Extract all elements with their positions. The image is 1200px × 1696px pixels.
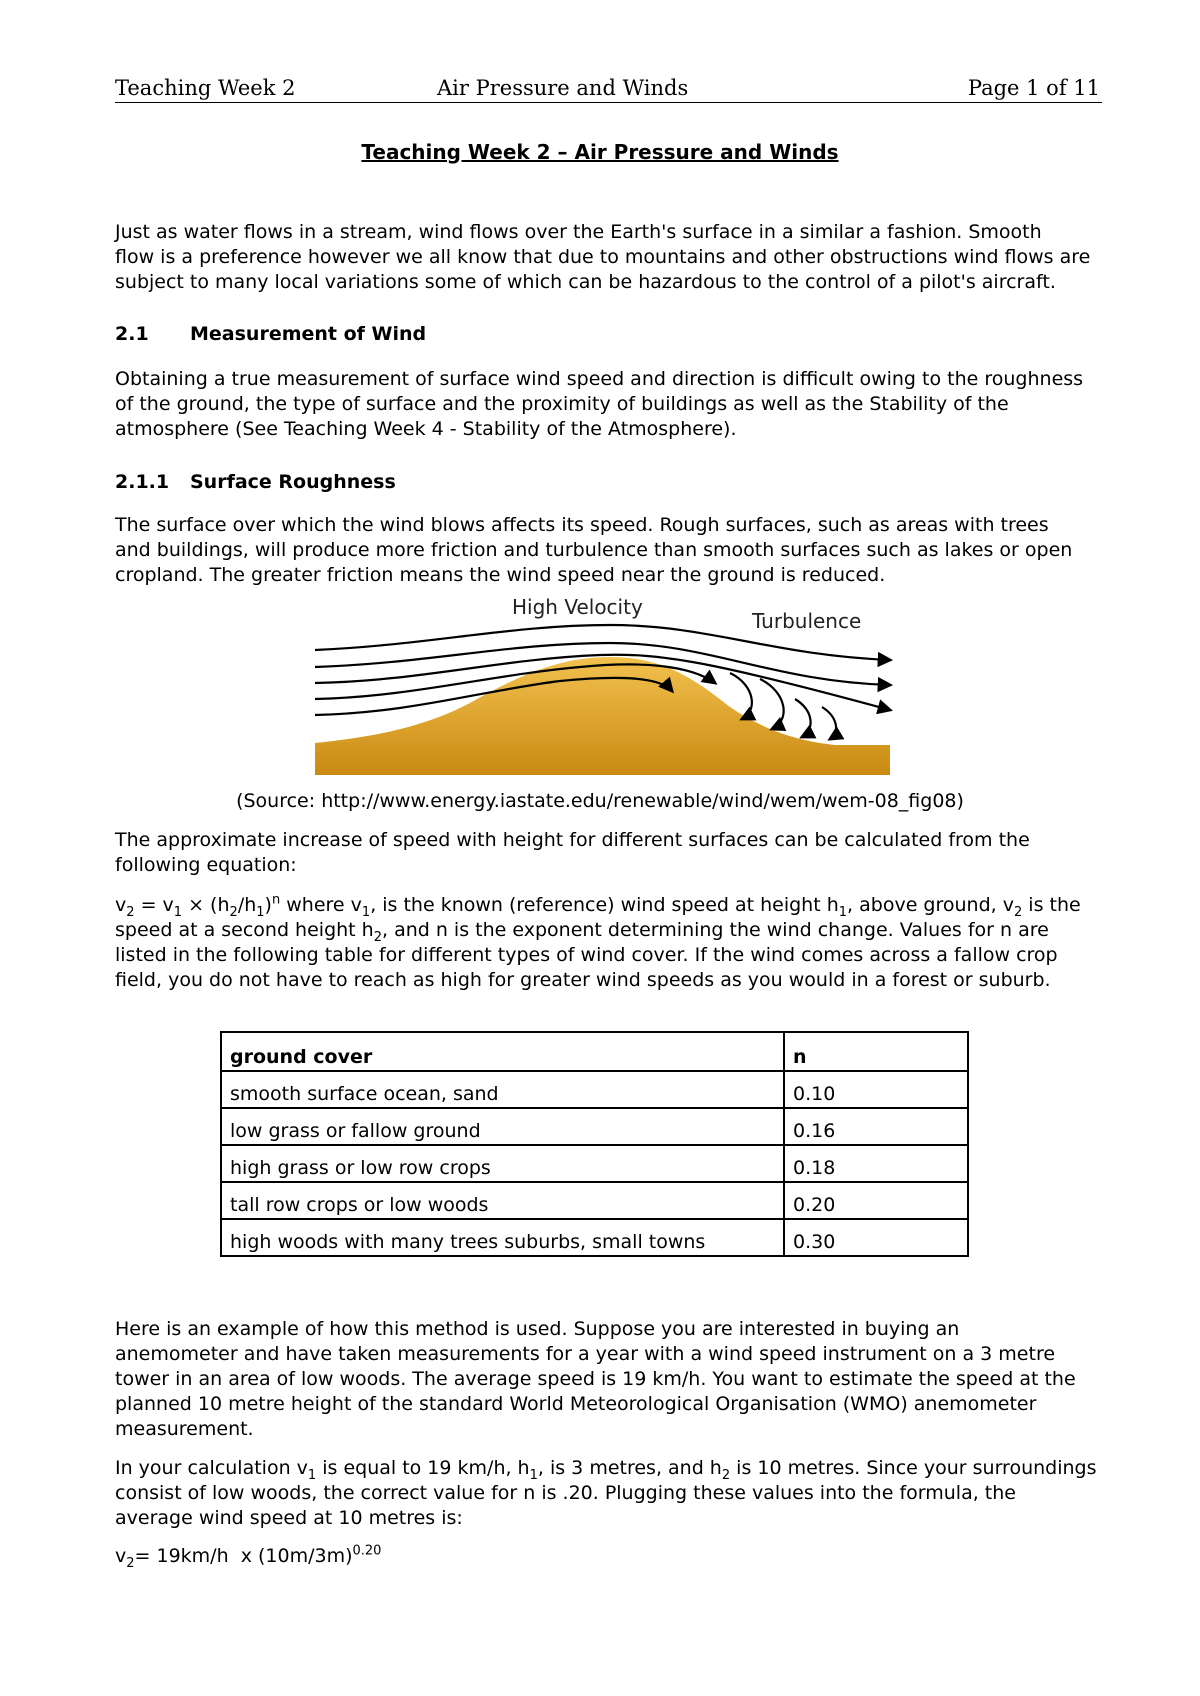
ground-cover-table xyxy=(220,1031,969,1257)
cell-n: 0.18 xyxy=(784,1145,968,1182)
text-line: planned 10 metre height of the standard World Meteorological Organisation (WMO) anemometer xyxy=(115,1393,1037,1415)
table-row xyxy=(221,1108,968,1145)
text-line: anemometer and have taken measurements for a year with a wind speed instrument on a 3 metre xyxy=(115,1343,1056,1365)
eddy-arrow xyxy=(760,679,784,729)
section-title: Measurement of Wind xyxy=(190,323,427,345)
cell-n: 0.10 xyxy=(784,1071,968,1108)
text-line: following equation: xyxy=(115,854,297,876)
header-page-number: Page 1 of 11 xyxy=(967,76,1100,100)
roughness-paragraph xyxy=(115,513,1105,588)
cell-n: 0.30 xyxy=(784,1219,968,1256)
text-line: measurement. xyxy=(115,1418,254,1440)
eddy-arrow xyxy=(795,699,811,737)
header-center: Air Pressure and Winds xyxy=(437,76,689,100)
text-line: of the ground, the type of surface and the proximity of buildings as well as the Stability of the xyxy=(115,393,1009,415)
column-header-n: n xyxy=(784,1032,968,1071)
figure-caption: (Source: http://www.energy.iastate.edu/renewable/wind/wem/wem-08_fig08) xyxy=(236,790,964,812)
text-line: Obtaining a true measurement of surface wind speed and direction is difficult owing to the roughness xyxy=(115,368,1084,390)
text-line: average wind speed at 10 metres is: xyxy=(115,1507,463,1529)
text-line: listed in the following table for different types of wind cover. If the wind comes across a fallow crop xyxy=(115,944,1058,966)
text-line: consist of low woods, the correct value for n is .20. Plugging these values into the formula, the xyxy=(115,1482,1016,1504)
text-line: Just as water flows in a stream, wind flows over the Earth's surface in a similar a fashion. Smooth xyxy=(115,221,1042,243)
text-line: atmosphere (See Teaching Week 4 - Stability of the Atmosphere). xyxy=(115,418,737,440)
text-line: cropland. The greater friction means the wind speed near the ground is reduced. xyxy=(115,564,886,586)
equation-paragraph xyxy=(115,893,1105,993)
cell-ground-cover: low grass or fallow ground xyxy=(221,1108,784,1145)
eddy-arrow xyxy=(822,707,836,739)
equation-intro xyxy=(115,828,1105,878)
wind-over-hill-figure xyxy=(310,595,900,775)
calculation-paragraph xyxy=(115,1456,1105,1531)
text-line: Here is an example of how this method is used. Suppose you are interested in buying an xyxy=(115,1318,960,1340)
section-number: 2.1 xyxy=(115,323,149,345)
text-line: speed at a second height $h_2$, and n is the exponent determining the wind change. Values for n are xyxy=(115,919,1049,945)
table-row xyxy=(221,1145,968,1182)
result-equation: $v_2= 19km/h$ x $(10m/3m)^{0.20}$ xyxy=(115,1543,382,1571)
text-line: The surface over which the wind blows affects its speed. Rough surfaces, such as areas with trees xyxy=(115,514,1049,536)
table-row xyxy=(221,1219,968,1256)
intro-paragraph xyxy=(115,220,1105,295)
section-number: 2.1.1 xyxy=(115,471,170,493)
text-line: tower in an area of low woods. The average speed is 19 km/h. You want to estimate the speed at the xyxy=(115,1368,1076,1390)
document-title: Teaching Week 2 – Air Pressure and Winds xyxy=(361,140,839,164)
label-turbulence: Turbulence xyxy=(752,609,862,633)
column-header-ground-cover: ground cover xyxy=(221,1032,784,1071)
cell-n: 0.20 xyxy=(784,1182,968,1219)
cell-ground-cover: smooth surface ocean, sand xyxy=(221,1071,784,1108)
text-line: and buildings, will produce more friction and turbulence than smooth surfaces such as lakes or open xyxy=(115,539,1073,561)
section-heading-2-1 xyxy=(115,322,1105,347)
table-row xyxy=(221,1071,968,1108)
text-line: In your calculation $v_1$ is equal to 19 km/h, $h_1$, is 3 metres, and $h_2$ is 10 metres. Since your surroundings xyxy=(115,1457,1097,1483)
header-left: Teaching Week 2 xyxy=(115,76,296,100)
cell-n: 0.16 xyxy=(784,1108,968,1145)
table-row xyxy=(221,1182,968,1219)
section-heading-2-1-1 xyxy=(115,470,1105,495)
page-header xyxy=(115,72,1102,103)
text-line: The approximate increase of speed with height for different surfaces can be calculated from the xyxy=(115,829,1030,851)
section-title: Surface Roughness xyxy=(190,471,396,493)
equation-line: $v_2 = v_1 \times (h_2/h_1)^n$ where $v_1$, is the known (reference) wind speed at height $h_1$, above ground, $v_2$ is the xyxy=(115,892,1081,920)
measurement-paragraph xyxy=(115,367,1105,442)
text-line: field, you do not have to reach as high for greater wind speeds as you would in a forest or suburb. xyxy=(115,969,1051,991)
label-high-velocity: High Velocity xyxy=(512,595,643,619)
example-paragraph xyxy=(115,1317,1105,1442)
cell-ground-cover: tall row crops or low woods xyxy=(221,1182,784,1219)
text-line: flow is a preference however we all know that due to mountains and other obstructions wind flows are xyxy=(115,246,1091,268)
text-line: subject to many local variations some of which can be hazardous to the control of a pilot's aircraft. xyxy=(115,271,1056,293)
cell-ground-cover: high woods with many trees suburbs, small towns xyxy=(221,1219,784,1256)
cell-ground-cover: high grass or low row crops xyxy=(221,1145,784,1182)
table-header-row xyxy=(221,1032,968,1071)
